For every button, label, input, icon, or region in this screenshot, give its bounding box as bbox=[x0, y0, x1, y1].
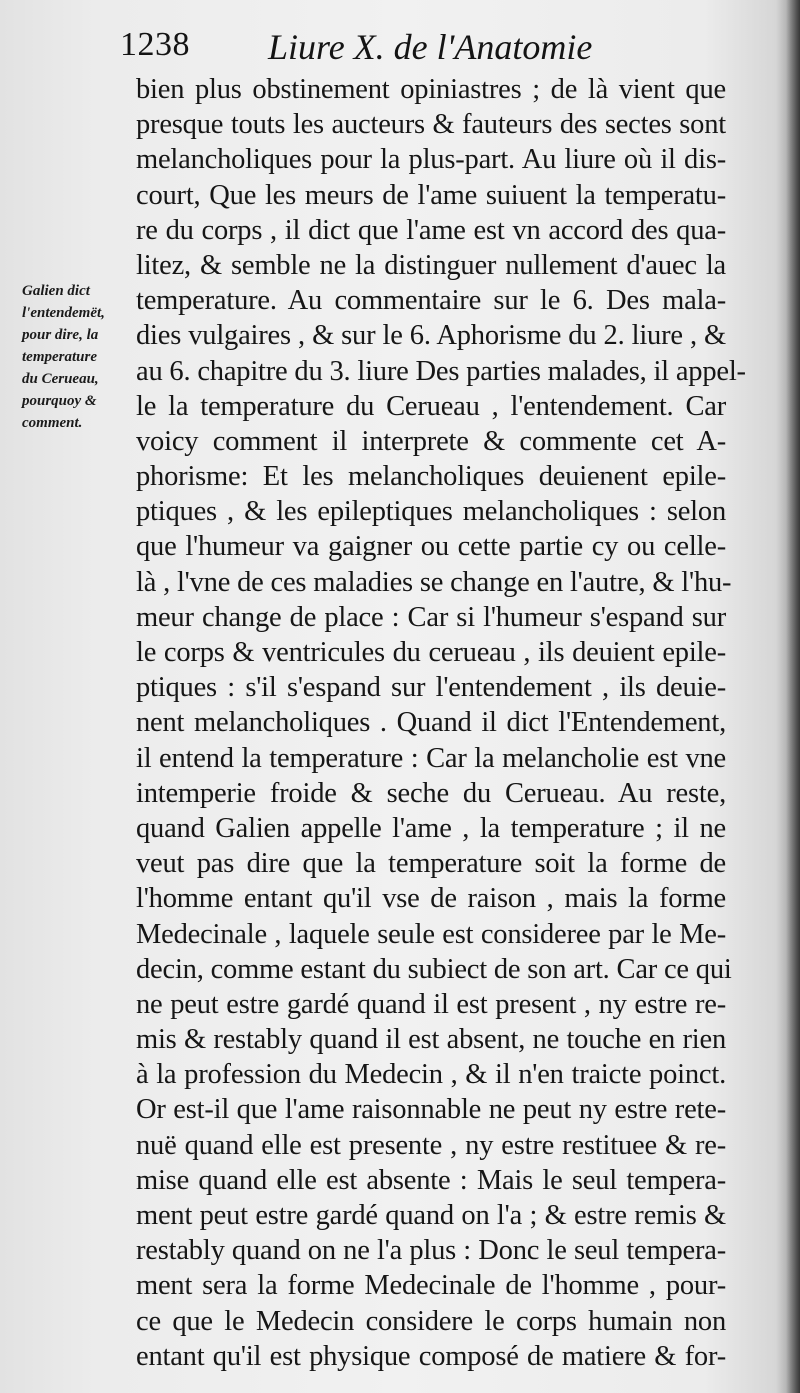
margin-note-line: pour dire, la bbox=[22, 327, 99, 343]
running-head bbox=[268, 26, 592, 68]
text-line: ne peut estre gardé quand il est present , ny estre re- bbox=[136, 988, 726, 1020]
text-line: ptiques , & les epileptiques melancholiques : selon bbox=[136, 496, 726, 528]
text-line: phorisme: Et les melancholiques deuienent epile- bbox=[136, 461, 726, 493]
margin-note-line: pourquoy & bbox=[22, 393, 97, 409]
text-line: ptiques : s'il s'espand sur l'entendement , ils deuie- bbox=[136, 672, 726, 704]
text-line: le la temperature du Cerueau , l'entendement. Car bbox=[136, 390, 726, 422]
text-line: il entend la temperature : Car la melancholie est vne bbox=[136, 742, 726, 774]
text-line: intemperie froide & seche du Cerueau. Au reste, bbox=[136, 777, 726, 809]
text-line: dies vulgaires , & sur le 6. Aphorisme du 2. liure , & bbox=[136, 320, 726, 352]
margin-note-line: l'entendemët, bbox=[22, 305, 105, 321]
page-number: 1238 bbox=[120, 26, 190, 63]
body-text bbox=[136, 72, 746, 1374]
text-line: decin, comme estant du subiect de son art. Car ce qui bbox=[136, 953, 732, 985]
text-line: bien plus obstinement opiniastres ; de là vient que bbox=[136, 74, 726, 105]
text-line: entant qu'il est physique composé de matiere & for- bbox=[136, 1340, 726, 1372]
margin-note-line: comment. bbox=[22, 415, 83, 431]
text-line: mis & restably quand il est absent, ne touche en rien bbox=[136, 1024, 726, 1056]
text-line: temperature. Au commentaire sur le 6. Des mala- bbox=[136, 285, 726, 317]
margin-note-line: Galien dict bbox=[22, 283, 90, 299]
text-line: mise quand elle est absente : Mais le seul tempera- bbox=[136, 1164, 726, 1196]
text-line: court, Que les meurs de l'ame suiuent la temperatu- bbox=[136, 179, 726, 211]
text-line: ce que le Medecin considere le corps humain non bbox=[136, 1305, 726, 1337]
text-line: Or est-il que l'ame raisonnable ne peut ny estre rete- bbox=[136, 1094, 726, 1126]
text-line: là , l'vne de ces maladies se change en l'autre, & l'hu- bbox=[136, 566, 732, 598]
page-edge-shadow bbox=[786, 0, 800, 1393]
text-line: melancholiques pour la plus-part. Au liure où il dis- bbox=[136, 144, 726, 176]
text-line: ment sera la forme Medecinale de l'homme , pour- bbox=[136, 1270, 726, 1302]
text-line: litez, & semble ne la distinguer nullement d'auec la bbox=[136, 249, 726, 281]
text-line: voicy comment il interprete & commente cet A- bbox=[136, 425, 726, 457]
text-line: re du corps , il dict que l'ame est vn accord des qua- bbox=[136, 214, 726, 246]
running-head-subject: Anatomie bbox=[454, 27, 593, 67]
text-line: restably quand on ne l'a plus : Donc le seul tempera- bbox=[136, 1235, 726, 1267]
text-line: quand Galien appelle l'ame , la temperature ; il ne bbox=[136, 812, 726, 844]
running-head-title: Liure X. de l' bbox=[268, 27, 455, 67]
text-line: Medecinale , laquele seule est consideree par le Me- bbox=[136, 918, 726, 950]
text-line: meur change de place : Car si l'humeur s'espand sur bbox=[136, 601, 726, 633]
text-line: ment peut estre gardé quand on l'a ; & estre remis & bbox=[136, 1200, 726, 1231]
text-line: nent melancholiques . Quand il dict l'Entendement, bbox=[136, 707, 726, 739]
text-line: presque touts les aucteurs & fauteurs des sectes sont bbox=[136, 109, 726, 141]
text-line: l'homme entant qu'il vse de raison , mais la forme bbox=[136, 883, 726, 915]
text-line: que l'humeur va gaigner ou cette partie cy ou celle- bbox=[136, 531, 726, 563]
margin-note-line: temperature bbox=[22, 349, 97, 365]
text-line: à la profession du Medecin , & il n'en traicte poinct. bbox=[136, 1059, 726, 1091]
text-line: au 6. chapitre du 3. liure Des parties malades, il appel- bbox=[136, 355, 746, 387]
margin-note bbox=[22, 280, 134, 434]
text-line: veut pas dire que la temperature soit la forme de bbox=[136, 848, 726, 880]
text-line: nuë quand elle est presente , ny estre restituee & re- bbox=[136, 1129, 726, 1161]
text-line: le corps & ventricules du cerueau , ils deuient epile- bbox=[136, 637, 726, 668]
margin-note-line: du Cerueau, bbox=[22, 371, 99, 387]
